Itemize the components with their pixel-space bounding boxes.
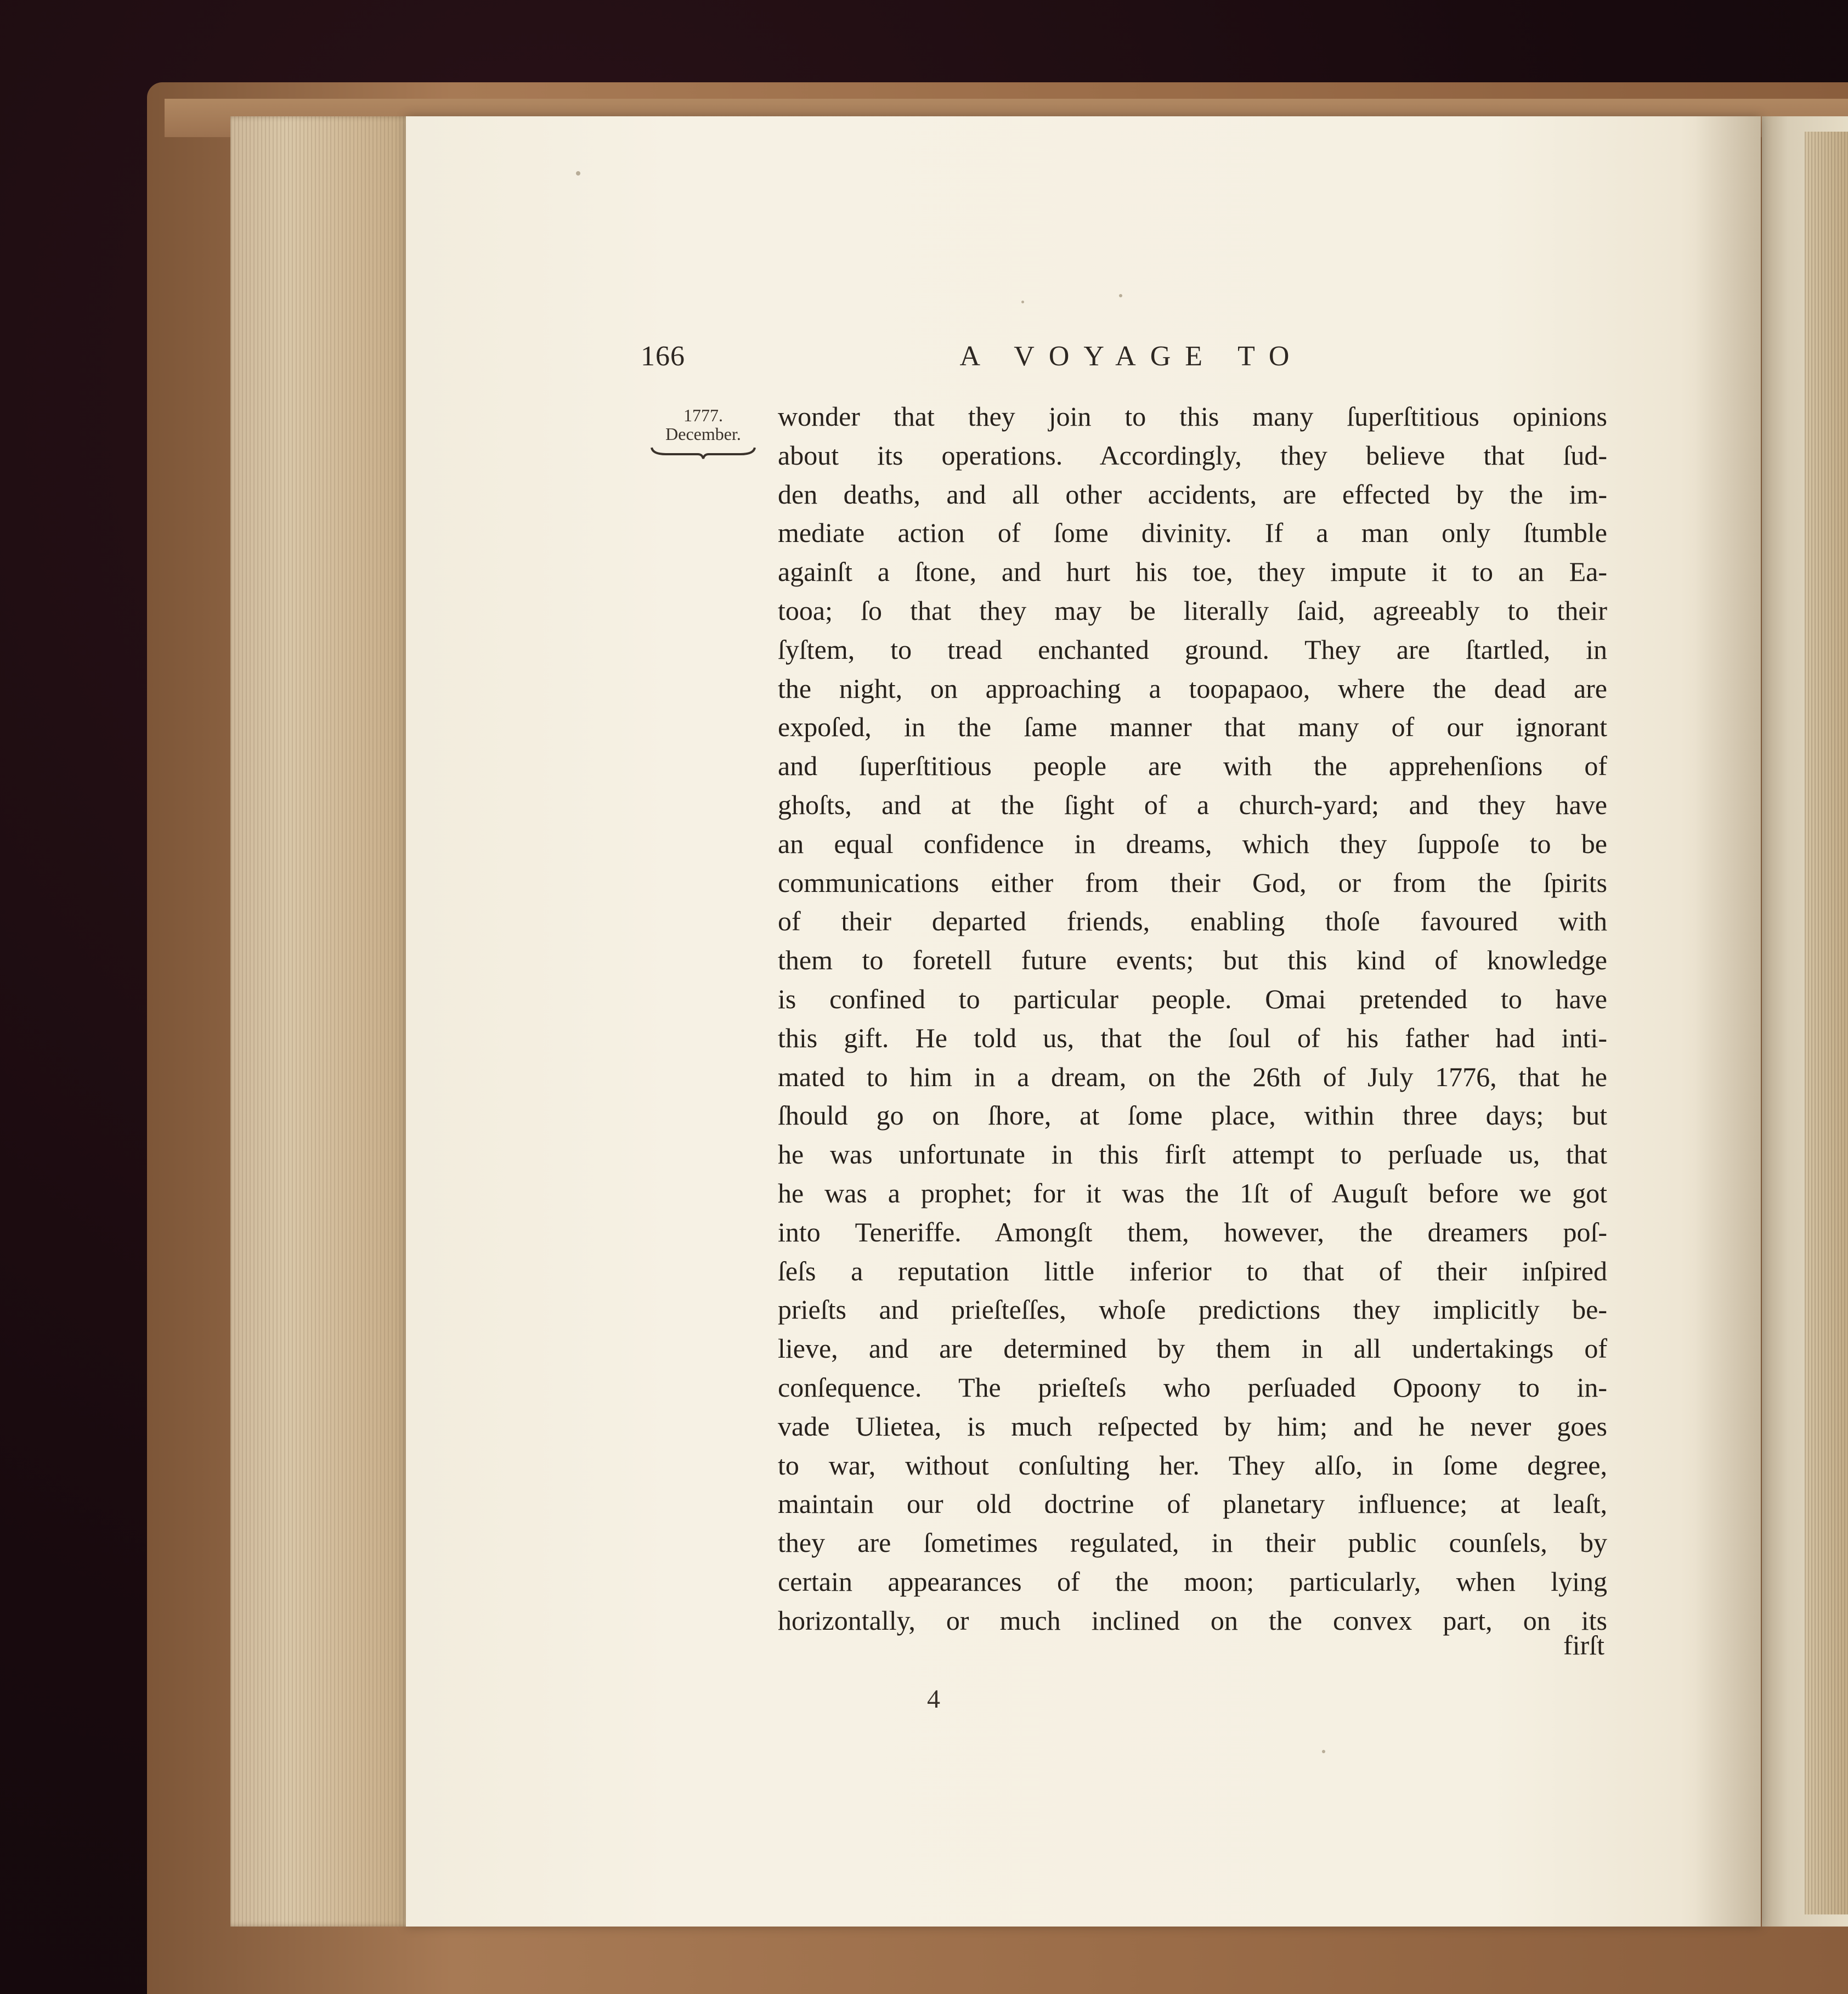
text-line: the night, on approaching a toopapaoo, where the dead are: [778, 673, 1607, 704]
paper-speck: [576, 171, 580, 176]
margin-brace-icon: [649, 445, 757, 460]
text-line: is confined to particular people. Omai pretended to have: [778, 983, 1607, 1014]
text-line: he was a prophet; for it was the 1ſt of Auguſt before we got: [778, 1177, 1607, 1208]
gutter-shadow: [1695, 116, 1761, 1927]
text-line: den deaths, and all other accidents, are effected by the im-: [778, 478, 1607, 510]
text-line: into Teneriffe. Amongſt them, however, the dreamers poſ-: [778, 1216, 1607, 1247]
text-line: againſt a ſtone, and hurt his toe, they impute it to an Ea-: [778, 556, 1607, 588]
signature-mark: 4: [927, 1685, 940, 1714]
text-line: tooa; ſo that they may be literally ſaid, agreeably to their: [778, 595, 1607, 626]
catchword: firſt: [1563, 1630, 1604, 1660]
text-line: this gift. He told us, that the ſoul of his father had inti-: [778, 1022, 1607, 1053]
text-line: ſyſtem, to tread enchanted ground. They are ſtartled, in: [778, 634, 1607, 665]
paper-speck: [1119, 294, 1122, 297]
page-number: 166: [641, 341, 685, 372]
text-line: ſhould go on ſhore, at ſome place, within three days; but: [778, 1100, 1607, 1131]
text-line: vade Ulietea, is much reſpected by him; and he never goes: [778, 1410, 1607, 1442]
text-line: he was unfortunate in this firſt attempt to perſuade us, that: [778, 1139, 1607, 1170]
left-page-edges: [230, 116, 417, 1927]
text-line: ghoſts, and at the ſight of a church-yard; and they have: [778, 789, 1607, 820]
text-line: them to foretell future events; but this kind of knowledge: [778, 945, 1607, 976]
text-line: lieve, and are determined by them in all undertakings of: [778, 1333, 1607, 1364]
text-line: an equal confidence in dreams, which they ſuppoſe to be: [778, 828, 1607, 859]
right-page-edges: [1805, 132, 1848, 1914]
text-line: certain appearances of the moon; particularly, when lying: [778, 1566, 1607, 1597]
running-head-title: A VOYAGE TO: [959, 341, 1304, 372]
text-line: prieſts and prieſteſſes, whoſe predictions they implicitly be-: [778, 1294, 1607, 1325]
paper-speck: [1322, 1750, 1325, 1753]
text-line: and ſuperſtitious people are with the apprehenſions of: [778, 750, 1607, 782]
text-line: expoſed, in the ſame manner that many of our ignorant: [778, 711, 1607, 743]
text-line: horizontally, or much inclined on the convex part, on its: [778, 1605, 1607, 1636]
text-line: ſeſs a reputation little inferior to that of their inſpired: [778, 1255, 1607, 1286]
text-line: maintain our old doctrine of planetary influence; at leaſt,: [778, 1488, 1607, 1519]
text-line: to war, without conſulting her. They alſo, in ſome degree,: [778, 1449, 1607, 1481]
paper-speck: [1021, 301, 1024, 303]
margin-note: [643, 406, 764, 460]
text-line: mediate action of ſome divinity. If a man only ſtumble: [778, 517, 1607, 549]
text-line: of their departed friends, enabling thoſe favoured with: [778, 906, 1607, 937]
body-text: [778, 397, 1607, 1640]
running-head: [641, 340, 1606, 379]
margin-year: 1777.: [683, 405, 723, 425]
text-line: communications either from their God, or from the ſpirits: [778, 867, 1607, 898]
text-line: about its operations. Accordingly, they believe that ſud-: [778, 439, 1607, 471]
text-line: they are ſometimes regulated, in their public counſels, by: [778, 1527, 1607, 1558]
text-line: mated to him in a dream, on the 26th of July 1776, that he: [778, 1061, 1607, 1092]
text-line: wonder that they join to this many ſuperſtitious opinions: [778, 401, 1607, 432]
margin-month: December.: [665, 424, 741, 444]
text-line: conſequence. The prieſteſs who perſuaded Opoony to in-: [778, 1371, 1607, 1403]
